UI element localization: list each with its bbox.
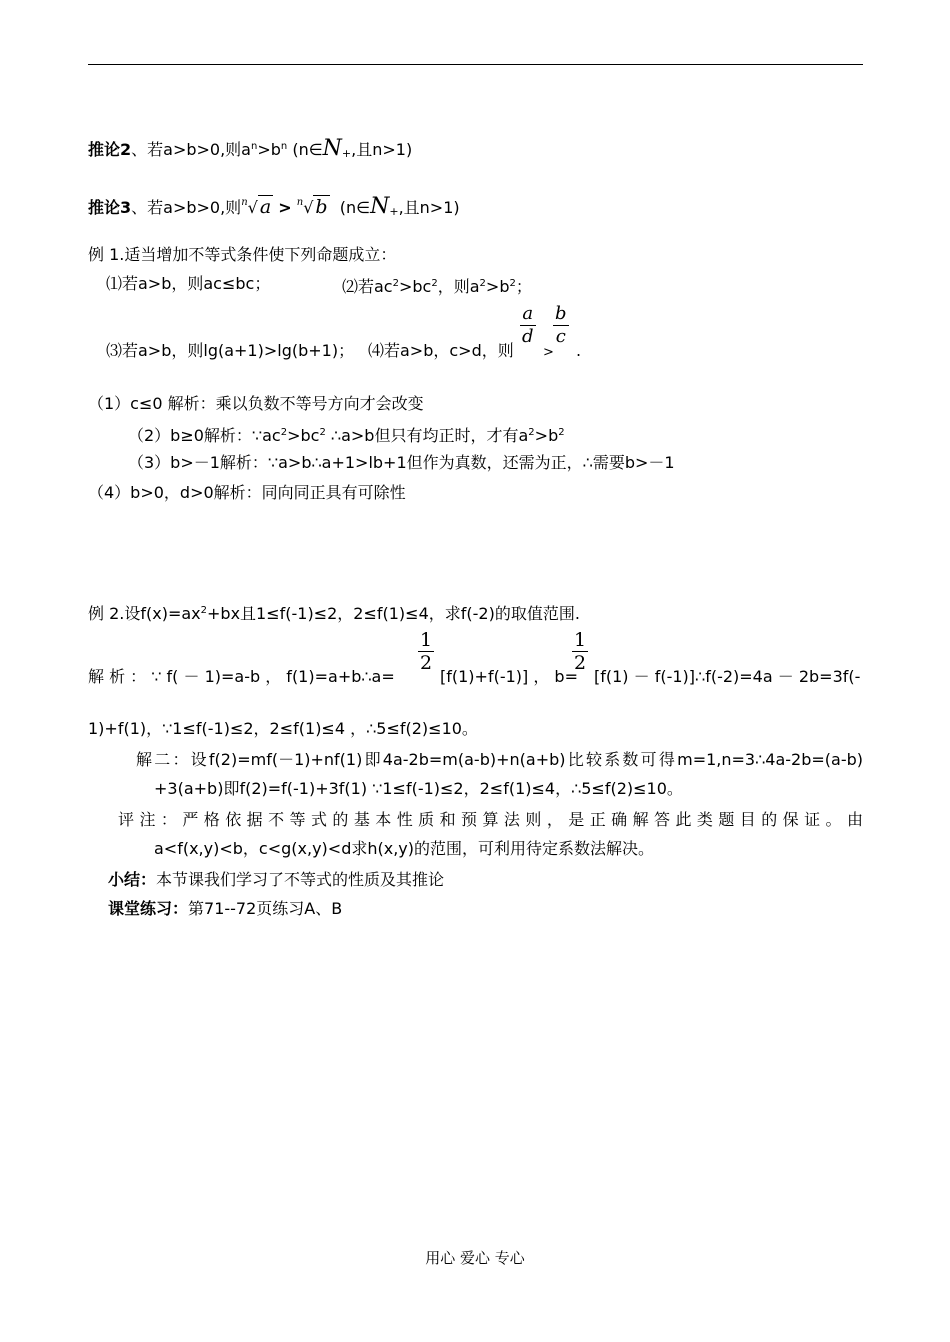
nth-root-a: $^n$√ a	[241, 196, 272, 218]
corollary-2: 推论2、若a>b>0,则$a^n>b^n$ (n∈N+,且n>1)	[88, 136, 413, 161]
answer-3: （3）b>－1解析：∵a>b∴a+1>lb+1但作为真数，还需为正，∴需要b>－1	[128, 453, 675, 472]
header-rule	[88, 64, 863, 65]
example-2-title: 例 2.设$f(x)=ax^2+bx$且1≤f(-1)≤2，2≤f(1)≤4，求f(-2)的取值范围.	[88, 604, 580, 623]
corollary-2-label: 推论2	[88, 140, 132, 159]
corollary-3: 推论3、若a>b>0,则$^n$√ a > $^n$√ b (n∈N+,且n>1)	[88, 194, 460, 219]
example-2-solution-line-1: 解 析 ： ∵ f( － 1)=a-b ， f(1)=a+b∴a=	[88, 667, 395, 686]
corollary-3-label: 推论3	[88, 198, 132, 217]
fraction-a-over-d: $\frac{a}{d}$	[522, 303, 534, 347]
example-1-item-2: ⑵若$ac^2>bc^2$，则$a^2>b^2$；	[342, 277, 532, 296]
page-footer: 用心 爱心 专心	[425, 1249, 525, 1267]
example-2-method-2-line-2: +3(a+b)即f(2)=f(-1)+3f(1) ∵1≤f(-1)≤2，2≤f(1)≤4，∴5≤f(2)≤10。	[154, 779, 683, 798]
fraction-one-half-a: $\frac{1}{2}$	[420, 629, 433, 674]
example-2-method-2-line-1: 解二：设f(2)=mf(－1)+nf(1)即4a-2b=m(a-b)+n(a+b)比较系数可得m=1,n=3∴4a-2b=(a-b)	[136, 750, 863, 769]
note-line-2: a<f(x,y)<b，c<g(x,y)<d求h(x,y)的范围，可利用待定系数法解决。	[154, 839, 654, 858]
fraction-one-half-b: $\frac{1}{2}$	[574, 629, 587, 674]
example-1-item-3: ⑶若a>b，则lg(a+1)>lg(b+1)；	[106, 341, 355, 360]
nth-root-b: $^n$√ b	[296, 196, 328, 218]
answer-1: （1）c≤0 解析：乘以负数不等号方向才会改变	[88, 394, 424, 413]
fraction-b-over-c: $\frac{b}{c}$	[555, 303, 567, 347]
note-line-1: 评注：严格依据不等式的基本性质和预算法则，是正确解答此类题目的保证。由	[118, 810, 863, 829]
fraction-gt-sign: >	[543, 345, 554, 360]
summary: 小结：本节课我们学习了不等式的性质及其推论	[108, 870, 445, 889]
example-1-title: 例 1.适当增加不等式条件使下列命题成立：	[88, 245, 397, 264]
example-1-item-1: ⑴若a>b，则ac≤bc；	[106, 274, 271, 293]
example-1-item-4: ⑷若a>b，c>d，则	[368, 341, 514, 360]
summary-label: 小结：	[108, 870, 157, 889]
set-n-symbol: N	[322, 136, 342, 161]
practice: 课堂练习：第71--72页练习A、B	[108, 899, 343, 918]
example-2-solution-line-2: 1)+f(1)，∵1≤f(-1)≤2，2≤f(1)≤4 ，∴5≤f(2)≤10。	[88, 719, 478, 738]
answer-2: （2）b≥0解析：$\because ac^2>bc^2$ ∴a>b但只有均正时，才有$a^2>b^2$	[128, 426, 565, 445]
answer-4: （4）b>0，d>0解析：同向同正具有可除性	[88, 483, 406, 502]
practice-label: 课堂练习：	[108, 899, 189, 918]
